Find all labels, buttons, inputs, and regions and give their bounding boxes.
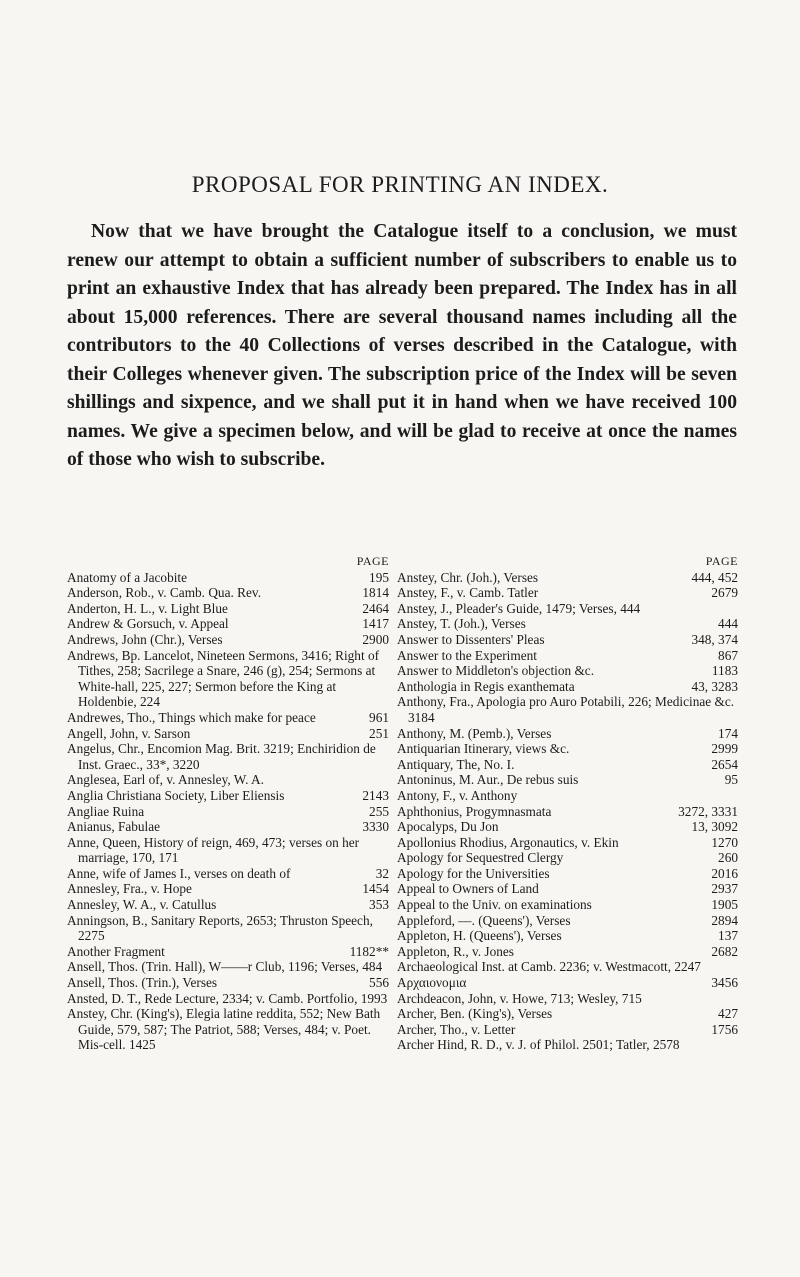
index-entry <box>397 804 738 820</box>
index-entry-list <box>397 570 738 1053</box>
entry-text: Archer Hind, R. D., v. J. of Philol. 2501; Tatler, 2578 <box>397 1037 680 1053</box>
entry-text: Anatomy of a Jacobite <box>67 569 188 585</box>
entry-text: Anningson, B., Sanitary Reports, 2653; Thruston Speech, 2275 <box>67 912 373 944</box>
entry-text: Archer, Ben. (King's), Verses <box>397 1006 553 1022</box>
entry-text: Appeal to the Univ. on examinations <box>397 897 592 913</box>
entry-page: 174 <box>718 725 738 741</box>
entry-text: Angelus, Chr., Encomion Mag. Brit. 3219; Enchiridion de Inst. Graec., 33*, 3220 <box>67 741 376 772</box>
index-entry <box>397 897 738 913</box>
entry-text: Anne, wife of James I., verses on death of <box>67 865 291 881</box>
entry-page: 195 <box>369 569 389 585</box>
entry-text: Antiquarian Itinerary, views &c. <box>397 741 570 757</box>
entry-text: Anstey, T. (Joh.), Verses <box>397 616 526 632</box>
entry-page: 137 <box>718 928 738 944</box>
index-entry-list <box>67 570 389 1053</box>
entry-text: Answer to Middleton's objection &c. <box>397 663 595 679</box>
index-entry <box>397 991 738 1007</box>
entry-text: Αρχαιονομια <box>397 975 467 991</box>
index-entry <box>397 944 738 960</box>
entry-page: 95 <box>724 772 738 788</box>
index-entry <box>67 616 389 632</box>
index-entry <box>397 850 738 866</box>
index-entry <box>67 975 389 991</box>
entry-text: Apology for the Universities <box>397 865 550 881</box>
index-entry <box>67 913 389 944</box>
entry-text: Apocalyps, Du Jon <box>397 819 499 835</box>
entry-page: 2999 <box>711 741 738 757</box>
index-entry <box>397 819 738 835</box>
entry-text: Anstey, J., Pleader's Guide, 1479; Verses, 444 <box>397 600 641 616</box>
index-entry <box>397 975 738 991</box>
entry-page: 353 <box>369 897 389 913</box>
entry-page: 260 <box>718 850 738 866</box>
entry-page: 2654 <box>711 756 738 772</box>
index-entry <box>67 601 389 617</box>
index-entry <box>67 1006 389 1053</box>
index-entry <box>67 959 389 975</box>
entry-page: 1182** <box>349 943 389 959</box>
page-column-label: PAGE <box>356 554 389 568</box>
entry-text: Andrews, Bp. Lancelot, Nineteen Sermons, 3416; Right of Tithes, 258; Sacrilege a Snare, 246 (g), 254; Sermons at White-hall, 225, 227; Sermon before the King at Holdenbie, 224 <box>67 647 380 710</box>
entry-text: Ansted, D. T., Rede Lecture, 2334; v. Camb. Portfolio, 1993 <box>67 990 388 1006</box>
index-entry <box>397 726 738 742</box>
index-entry <box>397 928 738 944</box>
entry-page: 2894 <box>711 912 738 928</box>
index-entry <box>67 585 389 601</box>
index-entry <box>397 772 738 788</box>
index-entry <box>397 694 738 725</box>
index-entry <box>397 1006 738 1022</box>
index-entry <box>397 913 738 929</box>
entry-text: Andrews, John (Chr.), Verses <box>67 631 223 647</box>
index-entry <box>397 632 738 648</box>
index-entry <box>397 679 738 695</box>
entry-text: Anthologia in Regis exanthemata <box>397 678 575 694</box>
index-column-right <box>397 554 738 1053</box>
entry-text: Antony, F., v. Anthony <box>397 787 518 803</box>
entry-text: Antoninus, M. Aur., De rebus suis <box>397 772 579 788</box>
index-entry <box>397 616 738 632</box>
index-entry <box>67 819 389 835</box>
entry-text: Another Fragment <box>67 943 165 959</box>
entry-page: 2143 <box>362 787 389 803</box>
entry-page: 43, 3283 <box>691 678 738 694</box>
entry-page: 1183 <box>711 663 738 679</box>
entry-page: 1756 <box>711 1021 738 1037</box>
entry-text: Appleford, —. (Queens'), Verses <box>397 912 571 928</box>
entry-page: 1270 <box>711 834 738 850</box>
entry-text: Appeal to Owners of Land <box>397 881 539 897</box>
entry-page: 3272, 3331 <box>678 803 738 819</box>
index-entry <box>397 757 738 773</box>
entry-text: Angell, John, v. Sarson <box>67 725 191 741</box>
entry-page: 867 <box>718 647 738 663</box>
entry-page: 444, 452 <box>691 569 738 585</box>
entry-text: Appleton, R., v. Jones <box>397 943 514 959</box>
entry-page: 2900 <box>362 631 389 647</box>
intro-paragraph <box>67 218 737 475</box>
entry-text: Anthony, Fra., Apologia pro Auro Potabili, 226; Medicinae &c. 3184 <box>397 694 735 725</box>
page-title: PROPOSAL FOR PRINTING AN INDEX. <box>191 172 609 197</box>
entry-page: 255 <box>369 803 389 819</box>
entry-page: 32 <box>375 865 389 881</box>
entry-page: 2679 <box>711 585 738 601</box>
index-entry <box>67 788 389 804</box>
entry-page: 1905 <box>711 897 738 913</box>
entry-text: Andrew & Gorsuch, v. Appeal <box>67 616 229 632</box>
entry-text: Anderson, Rob., v. Camb. Qua. Rev. <box>67 585 262 601</box>
index-entry <box>67 804 389 820</box>
entry-text: Anstey, Chr. (King's), Elegia latine reddita, 552; New Bath Guide, 579, 587; The Patriot, 588; Verses, 484; v. Poet. Mis-cell. 1425 <box>67 1006 381 1053</box>
entry-page: 13, 3092 <box>691 819 738 835</box>
entry-text: Antiquary, The, No. I. <box>397 756 515 772</box>
entry-text: Anne, Queen, History of reign, 469, 473; verses on her marriage, 170, 171 <box>67 834 360 866</box>
entry-text: Anstey, Chr. (Joh.), Verses <box>397 569 539 585</box>
index-entry <box>397 1022 738 1038</box>
index-entry <box>397 570 738 586</box>
index-entry <box>397 648 738 664</box>
intro-text: Now that we have brought the Catalogue itself to a conclusion, we must renew our attempt to obtain a sufficient number of subscribers to enable us to print an exhaustive Index that has already been prepared. The Index has in all about 15,000 references. There are several thousand names including all the contributors to the 40 Collections of verses described in the Catalogue, with their Colleges whenever given. The subscription price of the Index will be seven shillings and sixpence, and we shall put it in hand when we have received 100 names. We give a specimen below, and will be glad to receive at once the names of those who wish to subscribe. <box>67 221 737 470</box>
index-entry <box>397 663 738 679</box>
entry-text: Apollonius Rhodius, Argonautics, v. Ekin <box>397 834 619 850</box>
entry-text: Anderton, H. L., v. Light Blue <box>67 600 228 616</box>
index-entry <box>397 835 738 851</box>
entry-text: Ansell, Thos. (Trin.), Verses <box>67 975 218 991</box>
entry-text: Anthony, M. (Pemb.), Verses <box>397 725 552 741</box>
index-entry <box>397 1037 738 1053</box>
entry-text: Aphthonius, Progymnasmata <box>397 803 552 819</box>
entry-page: 3456 <box>711 975 738 991</box>
index-entry <box>67 648 389 710</box>
entry-text: Andrewes, Tho., Things which make for peace <box>67 709 316 725</box>
entry-page: 2016 <box>711 865 738 881</box>
entry-text: Answer to Dissenters' Pleas <box>397 631 545 647</box>
entry-page: 3330 <box>362 819 389 835</box>
entry-text: Archdeacon, John, v. Howe, 713; Wesley, 715 <box>397 990 642 1006</box>
index-entry <box>397 959 738 975</box>
index-entry <box>67 741 389 772</box>
entry-page: 556 <box>369 975 389 991</box>
index-entry <box>67 897 389 913</box>
entry-page: 2464 <box>362 600 389 616</box>
index-entry <box>67 991 389 1007</box>
entry-text: Archer, Tho., v. Letter <box>397 1021 516 1037</box>
entry-page: 1454 <box>362 881 389 897</box>
entry-text: Anianus, Fabulae <box>67 819 161 835</box>
index-entry <box>67 866 389 882</box>
index-column-left <box>67 554 389 1053</box>
index-entry <box>397 585 738 601</box>
entry-text: Angliae Ruina <box>67 803 145 819</box>
index-entry <box>397 741 738 757</box>
entry-page: 2937 <box>711 881 738 897</box>
index-entry <box>67 570 389 586</box>
index-entry <box>397 601 738 617</box>
entry-page: 961 <box>369 709 389 725</box>
index-entry <box>67 632 389 648</box>
index-entry <box>397 881 738 897</box>
index-entry <box>67 710 389 726</box>
index-entry <box>67 944 389 960</box>
entry-text: Anglesea, Earl of, v. Annesley, W. A. <box>67 772 264 788</box>
entry-text: Apology for Sequestred Clergy <box>397 850 564 866</box>
entry-text: Anglia Christiana Society, Liber Eliensis <box>67 787 285 803</box>
entry-text: Anstey, F., v. Camb. Tatler <box>397 585 539 601</box>
index-entry <box>67 726 389 742</box>
page-column-label: PAGE <box>705 554 738 568</box>
index-entry <box>67 772 389 788</box>
index-entry <box>397 788 738 804</box>
entry-page: 1814 <box>362 585 389 601</box>
entry-page: 348, 374 <box>691 631 738 647</box>
entry-text: Annesley, Fra., v. Hope <box>67 881 192 897</box>
entry-text: Archaeological Inst. at Camb. 2236; v. Westmacott, 2247 <box>397 959 701 975</box>
entry-page: 444 <box>718 616 738 632</box>
entry-text: Ansell, Thos. (Trin. Hall), W——r Club, 1196; Verses, 484 <box>67 959 383 975</box>
entry-page: 251 <box>369 725 389 741</box>
entry-text: Annesley, W. A., v. Catullus <box>67 897 217 913</box>
entry-page: 1417 <box>362 616 389 632</box>
index-entry <box>67 835 389 866</box>
entry-text: Answer to the Experiment <box>397 647 537 663</box>
entry-page: 2682 <box>711 943 738 959</box>
entry-page: 427 <box>718 1006 738 1022</box>
index-entry <box>397 866 738 882</box>
entry-text: Appleton, H. (Queens'), Verses <box>397 928 562 944</box>
index-entry <box>67 881 389 897</box>
